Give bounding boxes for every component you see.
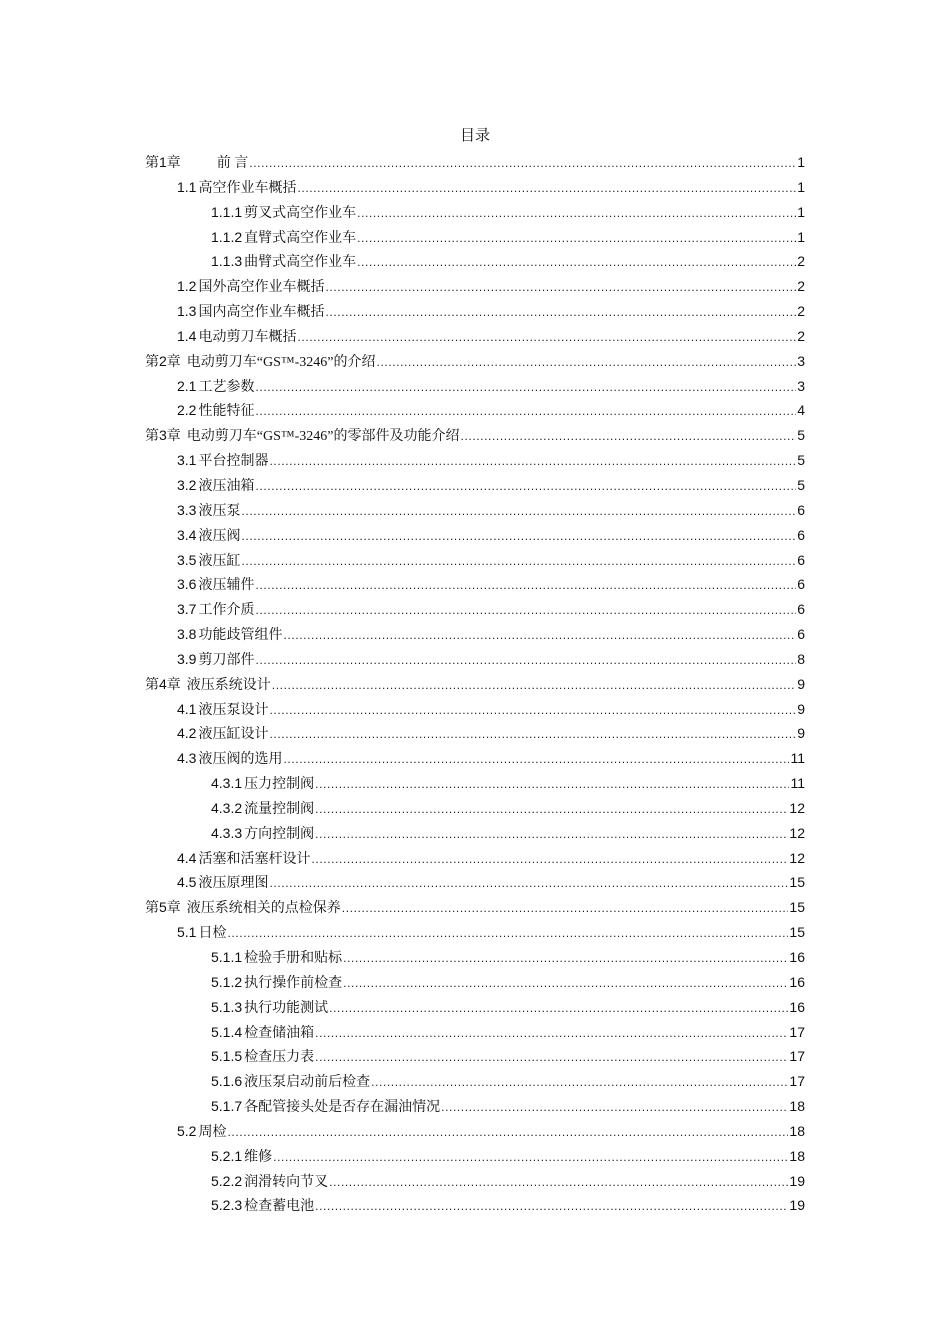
toc-entry-label [211, 821, 314, 847]
toc-entry[interactable] [145, 1044, 805, 1069]
toc-entry-number: 第3章 [145, 427, 181, 444]
toc-leader-dots [241, 549, 796, 573]
toc-entry-number: 3.1 [177, 452, 197, 469]
toc-entry-page: 4 [797, 402, 805, 419]
toc-entry-label [177, 374, 254, 400]
toc-entry-number: 5.2.2 [211, 1172, 243, 1189]
toc-entry-text: 检查储油箱 [244, 1025, 315, 1041]
toc-entry-label [177, 175, 296, 201]
toc-leader-dots [343, 971, 788, 995]
toc-entry[interactable] [145, 349, 805, 374]
toc-leader-dots [283, 747, 789, 771]
toc-entry-page: 18 [789, 1098, 805, 1115]
toc-entry-label [211, 225, 356, 251]
toc-leader-dots [371, 1070, 788, 1094]
toc-entry[interactable] [145, 721, 805, 746]
toc-entry-page: 2 [797, 303, 805, 320]
toc-entry-page: 12 [789, 824, 805, 841]
toc-leader-dots [255, 573, 796, 597]
toc-entry-number: 3.3 [177, 501, 197, 518]
toc-entry[interactable] [145, 572, 805, 597]
toc-entry-label [177, 920, 226, 946]
toc-leader-dots [315, 822, 788, 846]
toc-entry-number: 4.2 [177, 725, 197, 742]
toc-entry-page: 3 [797, 352, 805, 369]
toc-entry-number: 4.5 [177, 874, 197, 891]
toc-entry[interactable] [145, 1020, 805, 1045]
toc-entry-text: 活塞和活塞杆设计 [198, 851, 311, 867]
toc-entry-page: 17 [789, 1023, 805, 1040]
toc-entry-text: 工艺参数 [198, 379, 255, 395]
toc-entry-label [145, 150, 248, 176]
toc-leader-dots [227, 1120, 788, 1144]
toc-entry-number: 5.1.6 [211, 1073, 243, 1090]
toc-entry-label [211, 1193, 314, 1219]
toc-entry-text: 润滑转向节叉 [244, 1174, 329, 1190]
toc-entry-number: 3.5 [177, 551, 197, 568]
toc-entry-text: 液压原理图 [198, 876, 269, 892]
toc-leader-dots [272, 673, 796, 697]
toc-entry-number: 5.1.2 [211, 973, 243, 990]
toc-leader-dots [325, 300, 796, 324]
toc-entry-page: 9 [797, 675, 805, 692]
toc-entry-label [211, 970, 342, 996]
toc-leader-dots [255, 399, 796, 423]
toc-entry-page: 15 [789, 874, 805, 891]
toc-entry-label [211, 1169, 328, 1195]
toc-entry-number: 5.1.7 [211, 1098, 243, 1115]
toc-entry-page: 3 [797, 377, 805, 394]
toc-entry-text: 液压泵启动前后检查 [244, 1075, 371, 1091]
toc-entry-page: 19 [789, 1172, 805, 1189]
toc-entry-label [211, 771, 314, 797]
toc-entry-text: 执行功能测试 [244, 1000, 329, 1016]
toc-entry-label [211, 1094, 440, 1120]
toc-entry[interactable] [145, 945, 805, 970]
toc-entry-page: 2 [797, 327, 805, 344]
toc-entry-text: 功能歧管组件 [198, 628, 283, 644]
toc-entry[interactable] [145, 274, 805, 299]
toc-entry[interactable] [145, 1094, 805, 1119]
toc-entry[interactable] [145, 672, 805, 697]
toc-entry-page: 18 [789, 1147, 805, 1164]
toc-entry-number: 1.1.2 [211, 228, 243, 245]
toc-entry-number: 5.1.5 [211, 1048, 243, 1065]
toc-entry[interactable] [145, 398, 805, 423]
toc-entry-page: 9 [797, 700, 805, 717]
toc-entry-label [177, 448, 268, 474]
toc-entry[interactable] [145, 423, 805, 448]
toc-entry[interactable] [145, 597, 805, 622]
toc-leader-dots [255, 648, 796, 672]
toc-entry-page: 6 [797, 576, 805, 593]
toc-leader-dots [357, 226, 796, 250]
toc-entry-page: 6 [797, 551, 805, 568]
toc-entry-number: 5.2 [177, 1122, 197, 1139]
toc-entry-text: 压力控制阀 [244, 777, 315, 793]
toc-entry-label [211, 1044, 314, 1070]
toc-entry-label [177, 572, 254, 598]
toc-entry-number: 4.1 [177, 700, 197, 717]
toc-entry-label [211, 200, 356, 226]
toc-entry-page: 11 [790, 750, 805, 767]
toc-leader-dots [329, 1170, 788, 1194]
toc-leader-dots [311, 847, 788, 871]
toc-entry-label [177, 299, 324, 325]
toc-entry[interactable] [145, 697, 805, 722]
toc-entry-label [177, 746, 282, 772]
toc-entry-number: 1.1 [177, 178, 197, 195]
toc-entry[interactable] [145, 970, 805, 995]
toc-entry-number: 3.8 [177, 626, 197, 643]
toc-leader-dots [461, 424, 797, 448]
toc-entry[interactable] [145, 1119, 805, 1144]
toc-entry-label [211, 796, 314, 822]
toc-entry[interactable] [145, 498, 805, 523]
toc-leader-dots [315, 1021, 788, 1045]
toc-entry-label [177, 846, 310, 872]
toc-entry-number: 2.2 [177, 402, 197, 419]
toc-entry-number: 1.4 [177, 327, 197, 344]
toc-leader-dots [269, 871, 788, 895]
toc-leader-dots [255, 375, 796, 399]
toc-entry-number: 5.1.4 [211, 1023, 243, 1040]
toc-entry-page: 6 [797, 601, 805, 618]
toc-entry-number: 4.3.2 [211, 799, 243, 816]
toc-entry-number: 5.1.3 [211, 998, 243, 1015]
toc-leader-dots [269, 698, 796, 722]
toc-entry-text: 国外高空作业车概括 [198, 280, 325, 296]
toc-entry[interactable] [145, 771, 805, 796]
toc-entry-text: 液压泵设计 [198, 702, 269, 718]
toc-entry-text: 液压系统相关的点检保养 [186, 901, 341, 917]
toc-entry-label [177, 597, 254, 623]
toc-entry-page: 17 [789, 1073, 805, 1090]
toc-entry-number: 3.2 [177, 476, 197, 493]
toc-entry-text: 液压系统设计 [186, 677, 271, 693]
toc-entry-label [145, 349, 376, 375]
toc-entry-text: 前 言 [216, 156, 249, 171]
toc-entry-page: 9 [797, 725, 805, 742]
toc-entry-page: 16 [789, 949, 805, 965]
toc-entry[interactable] [145, 647, 805, 672]
toc-entry-label [211, 995, 328, 1021]
toc-entry[interactable] [145, 473, 805, 498]
toc-entry-number: 3.6 [177, 576, 197, 593]
toc-entry-number: 5.1.1 [211, 949, 243, 965]
toc-entry-page: 6 [797, 526, 805, 543]
toc-entry-label [211, 1144, 272, 1170]
toc-entry-number: 第2章 [145, 352, 181, 369]
toc-leader-dots [315, 797, 788, 821]
toc-entry-number: 1.1.3 [211, 253, 243, 270]
toc-leader-dots [255, 598, 796, 622]
toc-entry-number: 5.2.3 [211, 1197, 243, 1214]
toc-leader-dots [227, 921, 788, 945]
toc-entry-page: 5 [797, 427, 805, 444]
toc-entry[interactable] [145, 895, 805, 920]
toc-entry-label [211, 1069, 370, 1095]
toc-entry-text: 液压阀 [198, 528, 241, 544]
toc-leader-dots [315, 1045, 788, 1069]
toc-entry-page: 16 [789, 973, 805, 990]
toc-entry-number: 3.9 [177, 650, 197, 667]
toc-entry-text: 液压缸设计 [198, 727, 269, 743]
toc-leader-dots [343, 946, 788, 970]
toc-leader-dots [377, 350, 797, 374]
toc-entry-number: 5.1 [177, 924, 197, 941]
toc-entry-page: 15 [789, 924, 805, 941]
toc-entry-number: 4.3.1 [211, 775, 243, 792]
toc-entry-text: 液压辅件 [198, 578, 255, 594]
toc-leader-dots [357, 250, 796, 274]
toc-entry[interactable] [145, 200, 805, 225]
toc-entry-label [211, 249, 356, 275]
toc-leader-dots [342, 896, 789, 920]
toc-entry-number: 1.1.1 [211, 203, 243, 220]
toc-entry-text: 平台控制器 [198, 454, 269, 470]
toc-entry-page: 17 [789, 1048, 805, 1065]
toc-entry-page: 1 [797, 203, 805, 220]
toc-entry-text: 液压泵 [198, 503, 241, 519]
toc-entry-page: 12 [789, 799, 805, 816]
toc-entry-page: 16 [789, 998, 805, 1015]
toc-entry-text: 电动剪刀车概括 [198, 329, 297, 345]
toc-entry-number: 第5章 [145, 899, 181, 916]
toc-entry-number: 5.2.1 [211, 1147, 243, 1164]
toc-entry-page: 19 [789, 1197, 805, 1214]
toc-entry-number: 第1章 [145, 154, 181, 170]
toc-entry-label [177, 1119, 226, 1145]
toc-entry-label [177, 398, 254, 424]
toc-entry-page: 6 [797, 626, 805, 643]
toc-entry-text: 国内高空作业车概括 [198, 305, 325, 321]
toc-entry-label [177, 622, 282, 648]
toc-entry-label [177, 870, 268, 896]
toc-leader-dots [297, 325, 796, 349]
toc-entry[interactable] [145, 746, 805, 771]
toc-entry-text: 高空作业车概括 [198, 180, 297, 196]
toc-entry-number: 1.2 [177, 278, 197, 295]
toc-entry[interactable] [145, 796, 805, 821]
toc-entry-label [177, 473, 254, 499]
toc-entry-page: 11 [790, 775, 805, 792]
toc-leader-dots [249, 151, 796, 175]
toc-entry-page: 18 [789, 1122, 805, 1139]
toc-entry-text: 执行操作前检查 [244, 975, 343, 991]
toc-entry-number: 4.3.3 [211, 824, 243, 841]
toc-entry-page: 5 [797, 476, 805, 493]
toc-entry[interactable] [145, 548, 805, 573]
toc-entry[interactable] [145, 225, 805, 250]
toc-entry[interactable] [145, 150, 805, 175]
toc-entry[interactable] [145, 821, 805, 846]
toc-entry-text: 液压油箱 [198, 478, 255, 494]
toc-entry[interactable] [145, 374, 805, 399]
toc-entry-page: 2 [797, 278, 805, 295]
toc-entry-text: 直臂式高空作业车 [244, 230, 357, 246]
toc-entry-label [145, 895, 341, 921]
toc-leader-dots [315, 1194, 788, 1218]
toc-entry[interactable] [145, 622, 805, 647]
toc-leader-dots [269, 449, 796, 473]
toc-entry-text: 各配管接头处是否存在漏油情况 [244, 1100, 441, 1116]
toc-list [145, 150, 805, 1218]
toc-entry-text: 维修 [244, 1149, 273, 1165]
toc-entry-label [177, 324, 296, 350]
toc-entry[interactable] [145, 995, 805, 1020]
toc-entry-number: 4.4 [177, 849, 197, 866]
toc-entry-text: 电动剪刀车“GS™-3246”的零部件及功能介绍 [186, 429, 460, 445]
toc-leader-dots [273, 1145, 788, 1169]
toc-leader-dots [297, 176, 796, 200]
toc-entry[interactable] [145, 299, 805, 324]
toc-entry-label [211, 945, 342, 971]
toc-entry-number: 3.4 [177, 526, 197, 543]
toc-entry[interactable] [145, 1169, 805, 1194]
toc-entry-text: 液压缸 [198, 553, 241, 569]
toc-entry-label [211, 1020, 314, 1046]
toc-title: 目录 [459, 128, 490, 144]
toc-entry-number: 4.3 [177, 750, 197, 767]
toc-entry-text: 剪刀部件 [198, 652, 255, 668]
toc-entry-page: 12 [789, 849, 805, 866]
toc-entry-number: 3.7 [177, 601, 197, 618]
toc-leader-dots [441, 1095, 788, 1119]
toc-leader-dots [269, 722, 796, 746]
toc-leader-dots [283, 623, 796, 647]
toc-leader-dots [241, 524, 796, 548]
toc-entry[interactable] [145, 175, 805, 200]
toc-entry-text: 液压阀的选用 [198, 752, 283, 768]
toc-entry-page: 6 [797, 501, 805, 518]
toc-entry-text: 工作介质 [198, 603, 255, 619]
toc-leader-dots [315, 772, 789, 796]
toc-entry-label [145, 423, 460, 449]
toc-entry-text: 检验手册和贴标 [244, 951, 343, 966]
toc-leader-dots [241, 499, 796, 523]
toc-entry-number: 第4章 [145, 675, 181, 692]
toc-entry[interactable] [145, 523, 805, 548]
toc-entry-label [145, 672, 271, 698]
toc-entry[interactable] [145, 448, 805, 473]
toc-leader-dots [325, 275, 796, 299]
toc-entry-text: 电动剪刀车“GS™-3246”的介绍 [186, 354, 376, 370]
toc-entry-label [177, 498, 240, 524]
toc-entry-text: 性能特征 [198, 404, 255, 420]
toc-entry-text: 检查蓄电池 [244, 1199, 315, 1215]
toc-entry-page: 15 [789, 899, 805, 916]
toc-entry-page: 1 [797, 154, 805, 170]
toc-entry-number: 1.3 [177, 303, 197, 320]
toc-entry-label [177, 647, 254, 673]
toc-entry-text: 曲臂式高空作业车 [244, 255, 357, 271]
toc-entry-page: 1 [797, 178, 805, 195]
toc-entry-text: 流量控制阀 [244, 801, 315, 817]
toc-entry-label [177, 721, 268, 747]
toc-entry-text: 检查压力表 [244, 1050, 315, 1066]
toc-entry-page: 1 [797, 228, 805, 245]
toc-entry-label [177, 523, 240, 549]
toc-entry-text: 方向控制阀 [244, 826, 315, 842]
toc-entry-page: 2 [797, 253, 805, 270]
toc-entry[interactable] [145, 920, 805, 945]
toc-entry-label [177, 274, 324, 300]
toc-entry-page: 5 [797, 452, 805, 469]
toc-entry-text: 日检 [198, 926, 227, 942]
toc-entry[interactable] [145, 324, 805, 349]
toc-entry[interactable] [145, 1069, 805, 1094]
toc-entry-number: 2.1 [177, 377, 197, 394]
toc-entry[interactable] [145, 249, 805, 274]
toc-entry[interactable] [145, 870, 805, 895]
toc-entry[interactable] [145, 846, 805, 871]
toc-entry-page: 8 [797, 650, 805, 667]
toc-leader-dots [357, 201, 796, 225]
toc-leader-dots [329, 996, 788, 1020]
toc-leader-dots [255, 474, 796, 498]
toc-entry-text: 周检 [198, 1124, 227, 1140]
toc-entry[interactable] [145, 1144, 805, 1169]
toc-entry-label [177, 697, 268, 723]
toc-entry-label [177, 548, 240, 574]
toc-entry-text: 剪叉式高空作业车 [244, 205, 357, 221]
toc-entry[interactable] [145, 1193, 805, 1218]
